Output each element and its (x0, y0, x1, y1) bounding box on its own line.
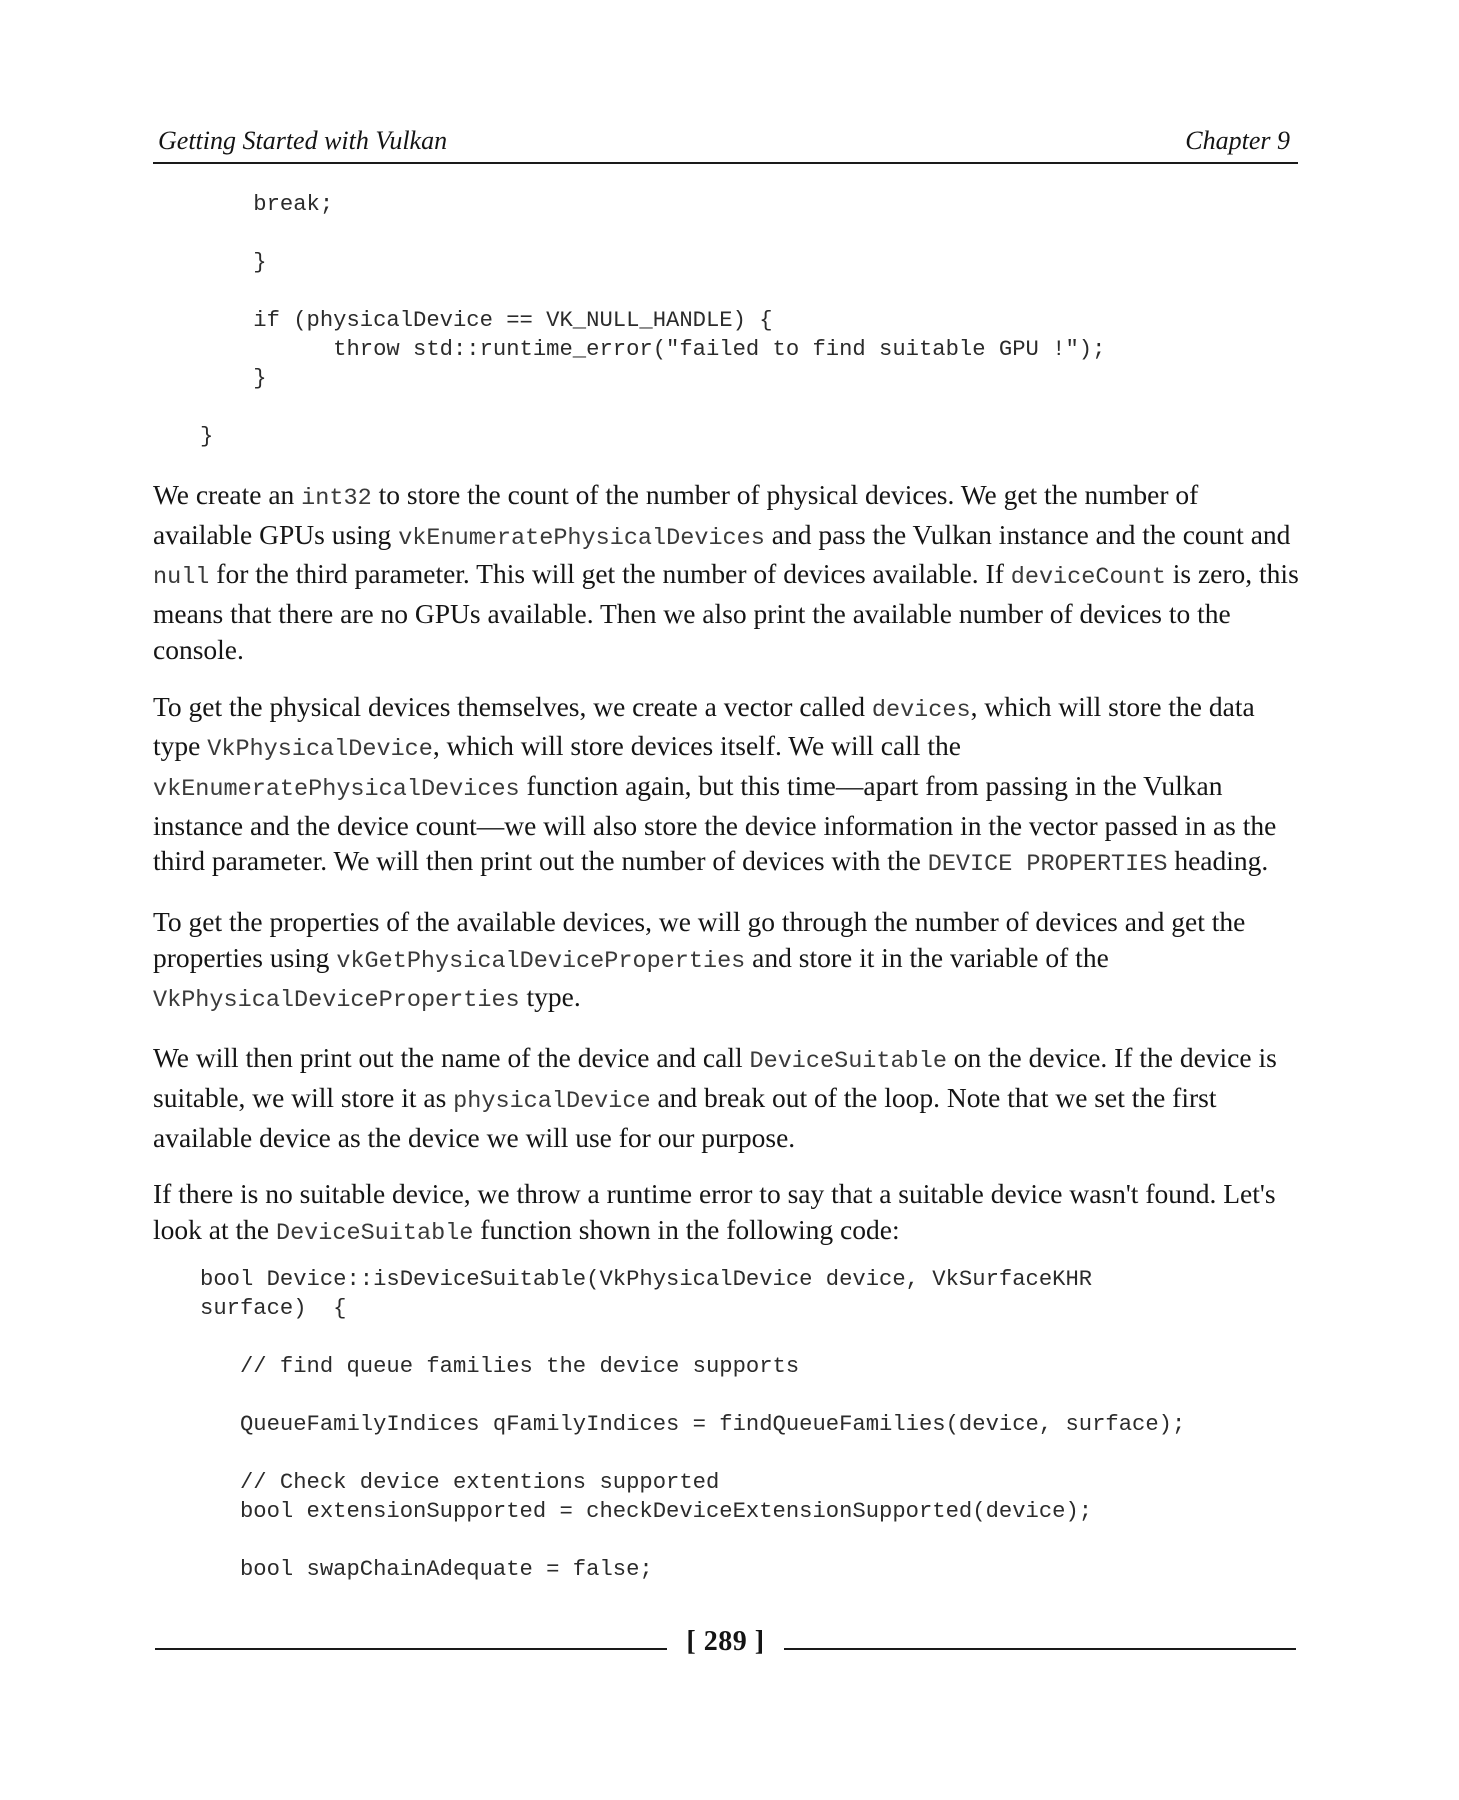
code-line: bool swapChainAdequate = false; (200, 1557, 653, 1582)
inline-code: null (153, 564, 210, 592)
text-run: and break out of the loop. Note that we set the first available device as the device we will use for our purpose. (153, 1081, 1217, 1153)
text-run: to store the count of the number of physical devices. We get the number of available GPUs using (153, 479, 1199, 550)
text-run: and pass the Vulkan instance and the count and (764, 518, 1291, 550)
text-run: , which will store the data type (153, 690, 1255, 762)
inline-code: devices (871, 696, 971, 724)
code-blank-line (200, 1381, 1185, 1410)
footer-rule-right (784, 1648, 1296, 1650)
code-line: if (physicalDevice == VK_NULL_HANDLE) { (200, 308, 773, 333)
code-blank-line (200, 1323, 1185, 1352)
inline-code: vkEnumeratePhysicalDevices (398, 524, 765, 552)
code-line: // Check device extentions supported (200, 1470, 720, 1495)
inline-code: deviceCount (1010, 564, 1166, 592)
text-run: on the device. If the device is suitable, we will store it as (153, 1042, 1277, 1113)
book-title: Getting Started with Vulkan (158, 126, 448, 155)
inline-code: DeviceSuitable (275, 1219, 474, 1247)
text-run: for the third parameter. This will get the number of devices available. If (209, 558, 1011, 590)
code-block-loop-end (200, 190, 1105, 451)
inline-code: DeviceSuitable (749, 1048, 947, 1076)
body-text (153, 477, 1301, 1273)
text-run: function again, but this time—apart from passing in the Vulkan instance and the device count—we will also store the device information in the vector passed in as the third parameter. We will then print out the number of devices with the (153, 769, 1277, 877)
text-run: If there is no suitable device, we throw a runtime error to say that a suitable device wasn't found. Let's look at the (153, 1178, 1276, 1245)
paragraph (153, 689, 1301, 884)
text-run: To get the properties of the available devices, we will go through the number of devices and get the properties using (153, 906, 1246, 973)
inline-code: DEVICE PROPERTIES (927, 851, 1168, 879)
code-line: // find queue families the device supports (200, 1354, 800, 1379)
text-run: function shown in the following code: (473, 1213, 900, 1245)
code-blank-line (200, 219, 1105, 248)
code-line: } (200, 424, 214, 449)
text-run: heading. (1167, 845, 1269, 877)
text-run: , which will store devices itself. We will call the (432, 730, 961, 762)
code-blank-line (200, 277, 1105, 306)
running-header (153, 118, 1298, 164)
code-line: bool Device::isDeviceSuitable(VkPhysicalDevice device, VkSurfaceKHR (200, 1267, 1093, 1292)
paragraph (153, 904, 1301, 1019)
code-line: QueueFamilyIndices qFamilyIndices = findQueueFamilies(device, surface); (200, 1412, 1186, 1437)
paragraph (153, 1040, 1301, 1155)
text-run: We will then print out the name of the device and call (153, 1042, 750, 1074)
inline-code: VkPhysicalDevice (207, 736, 433, 764)
code-blank-line (200, 1526, 1185, 1555)
code-blank-line (200, 393, 1105, 422)
code-block-is-device-suitable (200, 1265, 1185, 1584)
inline-code: VkPhysicalDeviceProperties (153, 987, 520, 1015)
inline-code: physicalDevice (453, 1087, 651, 1115)
inline-code: vkGetPhysicalDeviceProperties (336, 947, 746, 975)
text-run: To get the physical devices themselves, we create a vector called (153, 690, 872, 722)
text-run: is zero, this means that there are no GPUs available. Then we also print the available number of devices to the console. (153, 558, 1299, 665)
page-number: [ 289 ] (686, 1626, 765, 1657)
code-line: } (200, 366, 267, 391)
chapter-label: Chapter 9 (1185, 126, 1290, 155)
code-blank-line (200, 1439, 1185, 1468)
code-line: throw std::runtime_error("failed to find suitable GPU !"); (200, 337, 1106, 362)
inline-code: int32 (301, 485, 372, 512)
text-run: type. (519, 981, 581, 1013)
inline-code: vkEnumeratePhysicalDevices (153, 775, 520, 803)
code-line: } (200, 250, 267, 275)
code-line: bool extensionSupported = checkDeviceExtensionSupported(device); (200, 1499, 1093, 1524)
code-line: break; (200, 192, 334, 217)
text-run: We create an (153, 479, 302, 510)
paragraph (153, 1176, 1301, 1251)
code-line: surface) { (200, 1296, 347, 1321)
text-run: and store it in the variable of the (745, 941, 1109, 973)
paragraph (153, 477, 1301, 668)
page-footer (153, 1626, 1298, 1672)
